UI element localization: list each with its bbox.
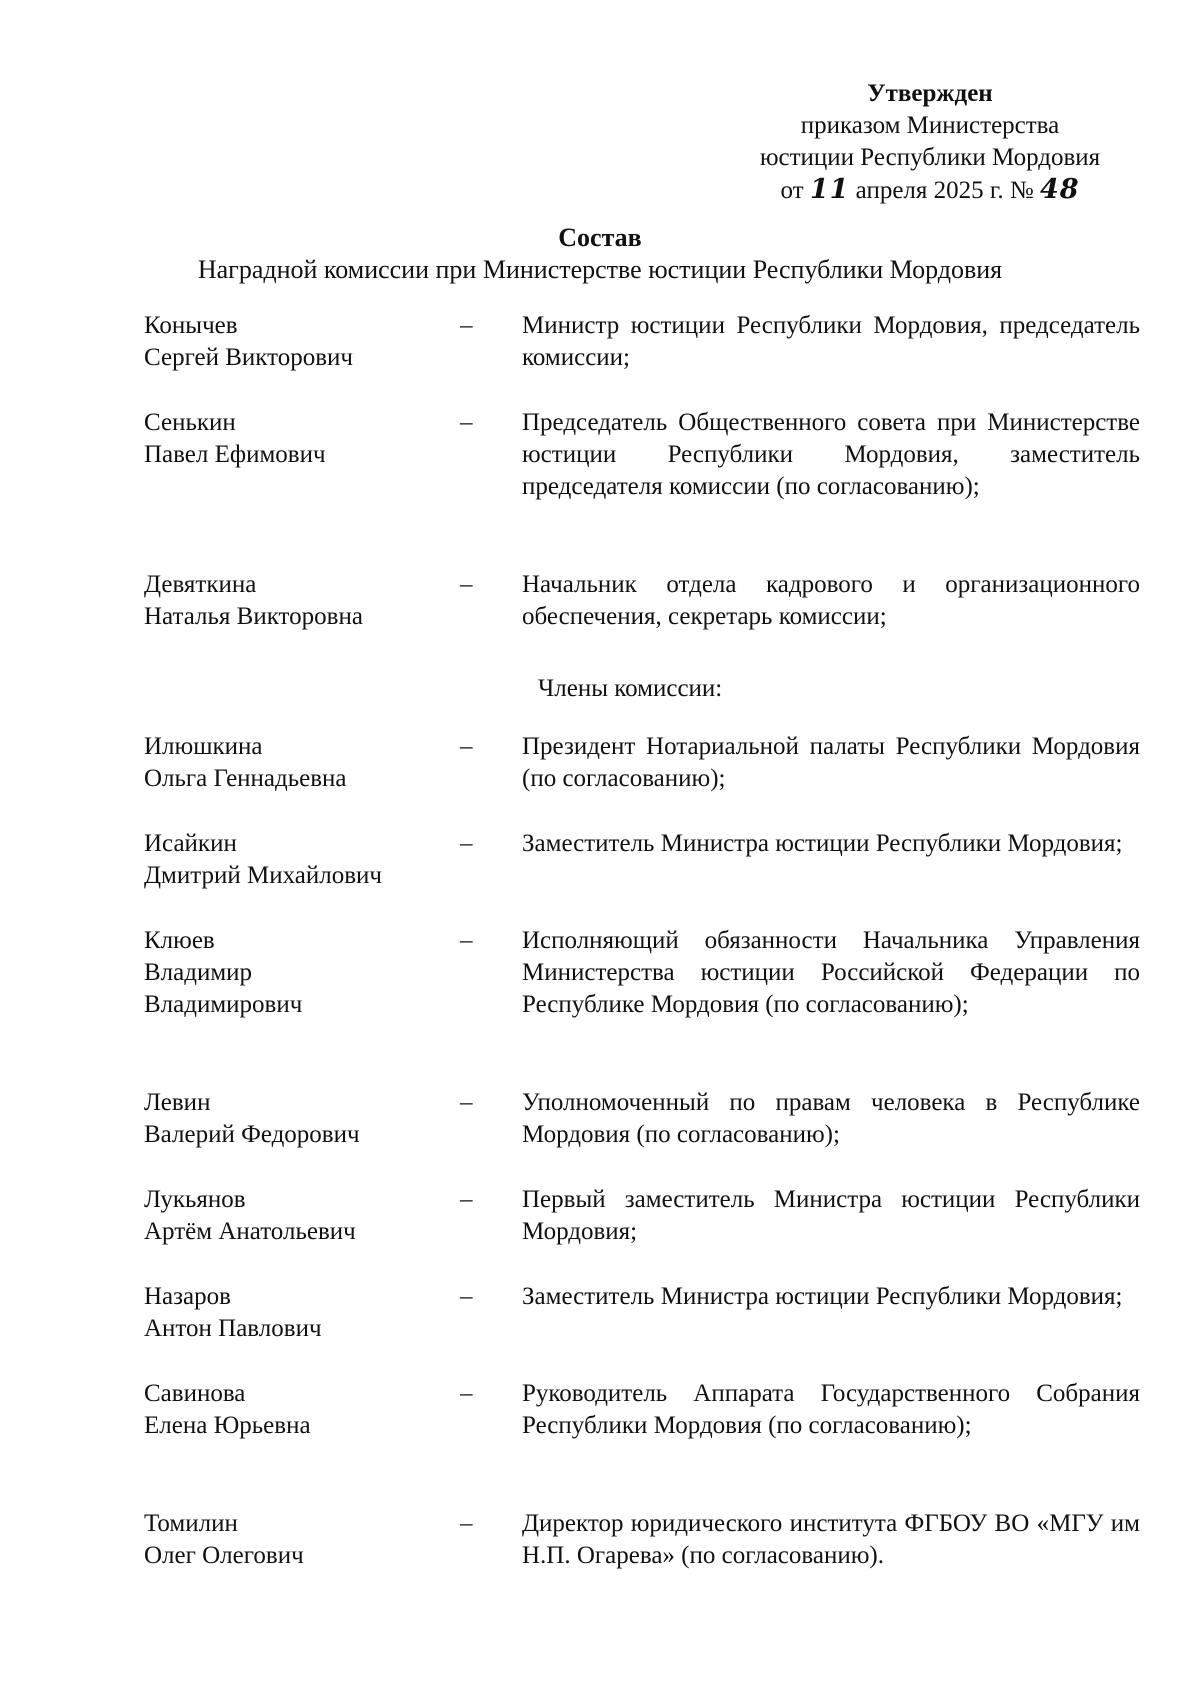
member-given-name: Владимир [144,959,253,986]
dash-separator: – [460,312,473,339]
member-role: Руководитель Аппарата Государственного Собрания Республики Мордовия (по согласованию); [522,1380,1140,1439]
member-name [144,1184,444,1248]
member-role: Первый заместитель Министра юстиции Республики Мордовия; [522,1186,1140,1245]
member-name [144,569,444,633]
member-given-name: Дмитрий Михайлович [144,862,382,889]
member-name [144,1508,444,1572]
dash-separator: – [460,409,473,436]
member-given-name: Ольга Геннадьевна [144,765,347,792]
approval-line-ministry: юстиции Республики Мордовия [759,144,1101,171]
member-surname: Лукьянов [144,1186,246,1213]
member-given-name: Артём Анатольевич [144,1218,356,1245]
title-heading: Состав [558,223,642,252]
member-surname: Илюшкина [144,733,263,760]
document-title [0,222,1200,286]
member-role: Заместитель Министра юстиции Республики Мордовия; [522,830,1123,857]
dash-separator: – [460,1380,473,1407]
title-subheading: Наградной комиссии при Министерстве юстиции Республики Мордовия [197,255,1003,284]
member-role: Министр юстиции Республики Мордовия, председатель комиссии; [522,312,1140,371]
member-role: Заместитель Министра юстиции Республики Мордовия; [522,1283,1123,1310]
dash-separator: – [460,1510,473,1537]
handwritten-order-number: 48 [1039,174,1080,205]
dash-separator: – [460,1089,473,1116]
member-surname: Сенькин [144,409,236,436]
member-role: Директор юридического института ФГБОУ ВО «МГУ им Н.П. Огарева» (по согласованию). [522,1510,1140,1569]
dash-separator: – [460,733,473,760]
member-surname: Исайкин [144,830,237,857]
member-name [144,828,444,892]
dash-separator: – [460,830,473,857]
member-role: Начальник отдела кадрового и организационного обеспечения, секретарь комиссии; [522,571,1140,630]
member-surname: Савинова [144,1380,246,1407]
member-name [144,407,444,471]
member-name [144,1281,444,1345]
member-given-name: Сергей Викторович [144,344,353,371]
member-given-name: Елена Юрьевна [144,1412,311,1439]
member-given-name: Антон Павлович [144,1315,322,1342]
member-patronymic: Владимирович [144,991,303,1018]
dash-separator: – [460,571,473,598]
member-name [144,310,444,374]
member-surname: Конычев [144,312,238,339]
member-surname: Клюев [144,927,215,954]
handwritten-day: 11 [809,174,850,205]
member-given-name: Павел Ефимович [144,441,326,468]
member-surname: Томилин [144,1510,238,1537]
dash-separator: – [460,1283,473,1310]
members-heading: Члены комиссии: [538,675,723,702]
member-role: Исполняющий обязанности Начальника Управления Министерства юстиции Российской Федерации по Республике Мордовия (по согласованию); [522,927,1140,1018]
member-surname: Девяткина [144,571,257,598]
approval-date-line [740,174,1120,207]
member-surname: Назаров [144,1283,231,1310]
member-role: Председатель Общественного совета при Министерстве юстиции Республики Мордовия, заместитель председателя комиссии (по согласованию); [522,409,1140,500]
member-role: Президент Нотариальной палаты Республики Мордовия (по согласованию); [522,733,1140,792]
approval-title: Утвержден [867,80,993,107]
member-name [144,1378,444,1442]
member-name [144,1087,444,1151]
member-given-name: Наталья Викторовна [144,603,363,630]
dash-separator: – [460,1186,473,1213]
member-role: Уполномоченный по правам человека в Республике Мордовия (по согласованию); [522,1089,1140,1148]
date-prefix: от [780,177,804,204]
member-given-name: Олег Олегович [144,1542,304,1569]
member-given-name: Валерий Федорович [144,1121,360,1148]
member-name [144,925,444,1021]
dash-separator: – [460,927,473,954]
approval-line-order: приказом Министерства [800,112,1060,139]
date-rest: апреля 2025 г. № [855,177,1034,204]
member-surname: Левин [144,1089,211,1116]
approval-stamp [740,78,1120,207]
member-name [144,731,444,795]
